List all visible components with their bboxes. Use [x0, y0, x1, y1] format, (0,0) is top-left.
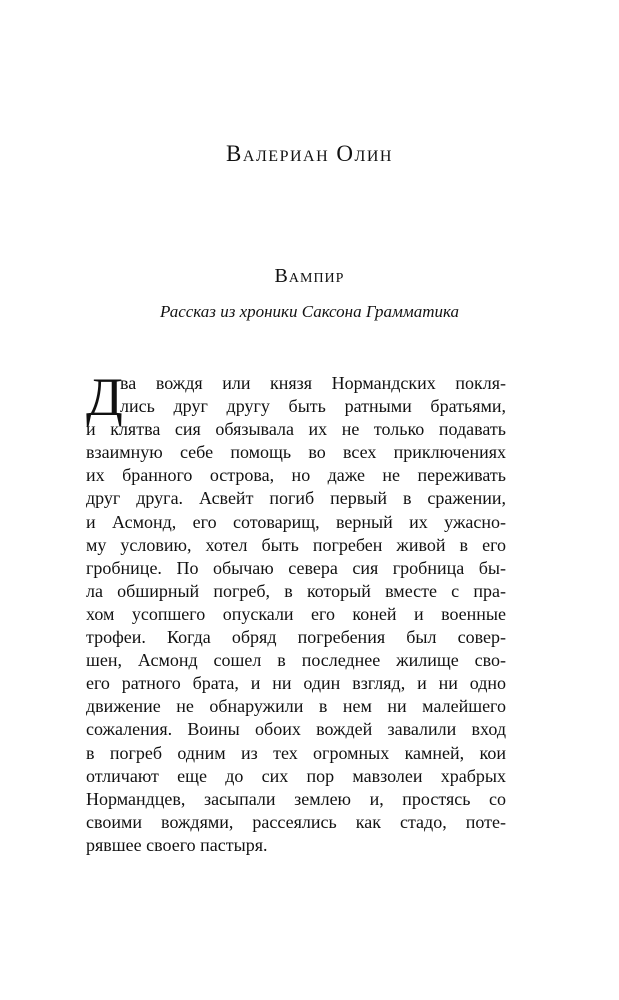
text-line: хом усопшего опускали его коней и военные: [86, 603, 506, 624]
text-line: ва вождя или князя Нормандских покля-: [120, 373, 506, 393]
text-line: рявшее своего пастыря.: [86, 834, 268, 855]
story-body: [86, 367, 506, 857]
text-line: трофеи. Когда обряд погребения был совер-: [86, 627, 506, 648]
text-line: отличают еще до сих пор мавзолеи храбрых: [86, 765, 506, 786]
text-line: и Асмонд, его сотоварищ, верный их ужасно-: [86, 511, 506, 532]
story-title: Вампир: [274, 265, 345, 287]
drop-cap: Д: [86, 367, 123, 427]
text-line: друг друга. Асвейт погиб первый в сражении,: [86, 488, 506, 509]
text-line: Нормандцев, засыпали землею и, простясь со: [86, 788, 506, 809]
text-line: ла обширный погреб, в который вместе с пра-: [86, 580, 506, 601]
text-line: шен, Асмонд сошел в последнее жилище сво-: [86, 650, 506, 671]
text-line: и клятва сия обязывала их не только подавать: [86, 419, 506, 440]
text-line: гробнице. По обычаю севера сия гробница бы-: [86, 557, 506, 578]
author-name: Валериан Олин: [226, 141, 393, 166]
text-line: своими вождями, рассеялись как стадо, поте-: [86, 811, 506, 832]
text-line: в погреб одним из тех огромных камней, кои: [86, 742, 506, 763]
text-line: лись друг другу быть ратными братьями,: [120, 396, 506, 417]
text-line: его ратного брата, и ни один взгляд, и ни одно: [86, 673, 506, 694]
text-line: движение не обнаружили в нем ни малейшего: [86, 696, 506, 717]
story-subtitle: Рассказ из хроники Саксона Грамматика: [159, 302, 460, 321]
text-line: сожаления. Воины обоих вождей завалили вход: [86, 719, 506, 740]
text-line: взаимную себе помощь во всех приключениях: [86, 442, 506, 463]
text-line: му условию, хотел быть погребен живой в его: [86, 534, 506, 555]
text-line: их бранного острова, но даже не переживать: [86, 465, 506, 486]
